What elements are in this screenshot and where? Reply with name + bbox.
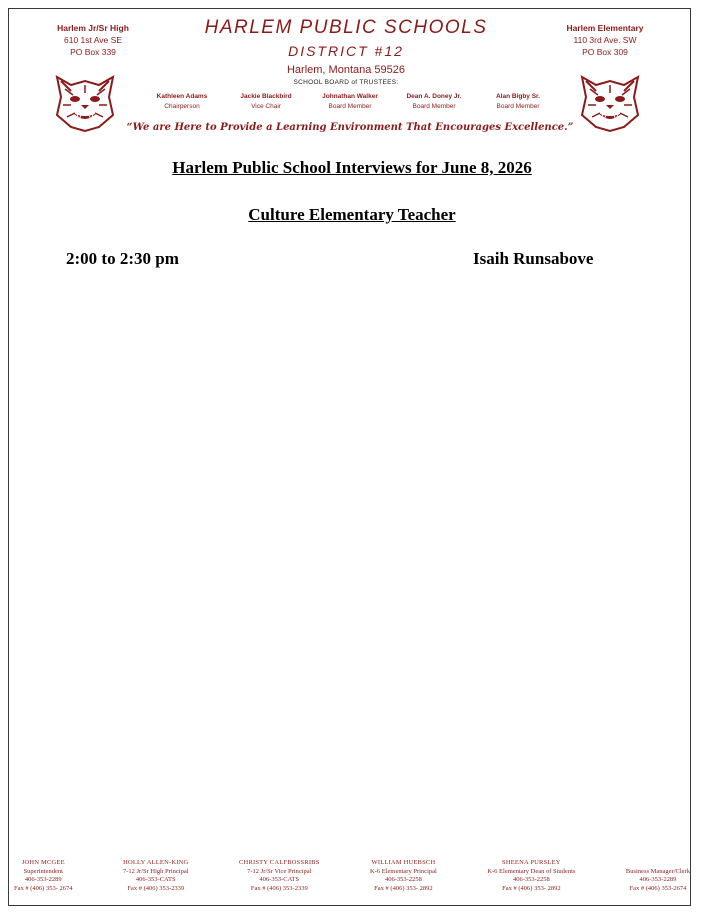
staff-member: [14, 859, 73, 893]
interviews-heading: Harlem Public School Interviews for June 8, 2026: [172, 158, 532, 177]
trustee-role: Vice Chair: [251, 103, 281, 110]
letterhead-district: DISTRICT #12: [288, 43, 404, 59]
letterhead-city: Harlem, Montana 59526: [286, 64, 405, 76]
staff-member: [626, 859, 690, 893]
staff-name: CHRISTY CALFBOSSRIBS: [239, 859, 320, 866]
trustee: [224, 92, 308, 112]
trustee-role: Chairperson: [164, 103, 200, 110]
candidate-name: Isaih Runsabove: [473, 249, 594, 268]
staff-title: K-6 Elementary Principal: [370, 867, 437, 875]
page-border: [8, 8, 691, 906]
interview-time: 2:00 to 2:30 pm: [66, 249, 179, 268]
staff-fax: Fax # (406) 353-2339: [250, 884, 308, 892]
staff-name: JOHN MCGEE: [21, 859, 65, 866]
staff-phone: 406-353-2258: [512, 876, 550, 883]
staff-title: 7-12 Jr/Sr High Principal: [122, 867, 189, 875]
trustee: [392, 92, 476, 112]
staff-member: [239, 859, 320, 893]
elementary-address-block: [540, 22, 670, 58]
school-motto: “We are Here to Provide a Learning Environment That Encourages Excellence.”: [126, 122, 574, 133]
staff-fax: Fax # (406) 353- 2674: [14, 884, 73, 892]
trustee: [140, 92, 224, 112]
staff-title: Superintendent: [23, 867, 63, 875]
staff-phone: 406-353-CATS: [259, 876, 300, 883]
staff-title: Business Manager/Clerk: [625, 867, 690, 875]
staff-name: HOLLY ALLEN-KING: [123, 859, 189, 866]
position-heading: Culture Elementary Teacher: [248, 205, 456, 224]
trustee: [308, 92, 392, 112]
trustees-row: [140, 92, 560, 112]
staff-member: [123, 859, 189, 893]
trustee-role: Board Member: [328, 103, 372, 110]
jr-high-name: Harlem Jr/Sr High: [57, 23, 129, 33]
jr-high-address: 610 1st Ave SE: [64, 35, 122, 45]
elementary-box: PO Box 309: [582, 47, 628, 57]
staff-fax: Fax # (406) 353- 2892: [502, 884, 561, 892]
elementary-name: Harlem Elementary: [566, 23, 644, 33]
trustee-name: Johnathan Walker: [322, 93, 378, 100]
jr-high-address-block: [28, 22, 158, 58]
trustee-name: Kathleen Adams: [156, 93, 208, 100]
staff-fax: Fax # (406) 353-2339: [127, 884, 185, 892]
staff-name: SHEENA PURSLEY: [502, 859, 561, 866]
trustee-role: Board Member: [412, 103, 456, 110]
staff-fax: Fax # (406) 353-2674: [629, 884, 687, 892]
staff-name: [626, 859, 690, 868]
staff-phone: 406-353-2289: [24, 876, 62, 883]
staff-phone: 406-353-CATS: [135, 876, 176, 883]
letterhead-title: HARLEM PUBLIC SCHOOLS: [204, 17, 488, 38]
staff-member: [487, 859, 575, 893]
staff-member: [370, 859, 437, 893]
staff-phone: 406-353-2258: [385, 876, 422, 883]
staff-fax: Fax # (406) 353- 2892: [374, 884, 433, 892]
staff-name: WILLIAM HUEBSCH: [371, 859, 436, 866]
jr-high-box: PO Box 339: [70, 47, 116, 57]
staff-phone: 406-353-2289: [639, 876, 677, 883]
trustee-role: Board Member: [496, 103, 540, 110]
trustee: [476, 92, 560, 112]
board-of-trustees-label: SCHOOL BOARD of TRUSTEES:: [293, 79, 399, 86]
trustee-name: Dean A. Doney Jr.: [406, 93, 462, 100]
trustee-name: Alan Bigby Sr.: [495, 93, 541, 100]
trustee-name: Jackie Blackbird: [240, 93, 292, 100]
elementary-address: 110 3rd Ave. SW: [573, 35, 637, 45]
staff-footer: [14, 859, 690, 893]
staff-title: 7-12 Jr/Sr Vice Principal: [247, 867, 312, 875]
staff-title: K-6 Elementary Dean of Students: [487, 867, 576, 875]
